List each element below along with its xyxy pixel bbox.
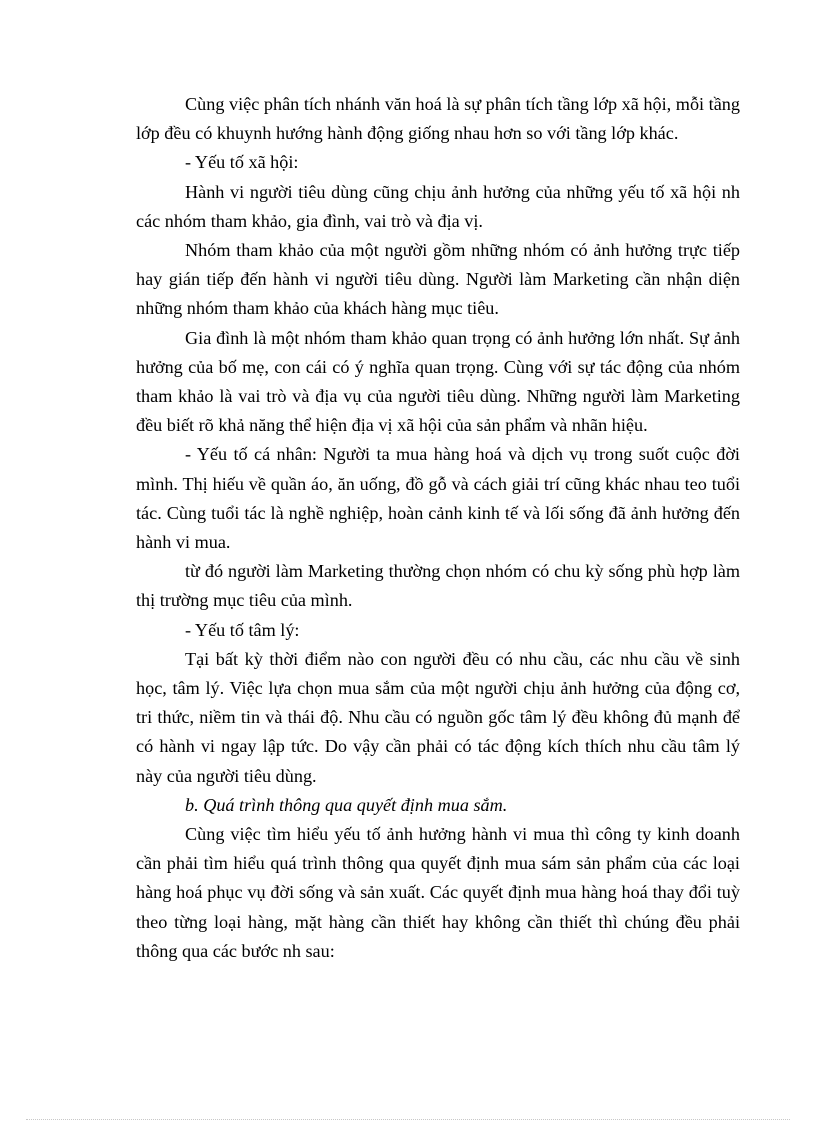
- paragraph-needs: Tại bất kỳ thời điểm nào con người đều có nhu cầu, các nhu cầu về sinh học, tâm lý. Việc lựa chọn mua sắm của một người chịu ảnh hưởng của động cơ, tri thức, niềm tin và thái độ. Nhu cầu có nguồn gốc tâm lý đều không đủ mạnh để có hành vi ngay lập tức. Do vậy cần phải có tác động kích thích nhu cầu tâm lý này của người tiêu dùng.: [136, 648, 740, 786]
- document-body: [136, 90, 740, 966]
- paragraph-family: Gia đình là một nhóm tham khảo quan trọng có ảnh hưởng lớn nhất. Sự ảnh hưởng của bố mẹ, con cái có ý nghĩa quan trọng. Cùng với sự tác động của nhóm tham khảo là vai trò và địa vụ của người tiêu dùng. Những người làm Marketing đều biết rõ khả năng thể hiện địa vị xã hội của sản phẩm và nhãn hiệu.: [136, 327, 740, 436]
- paragraph-personal-factor: - Yếu tố cá nhân: Người ta mua hàng hoá và dịch vụ trong suốt cuộc đời mình. Thị hiếu về quần áo, ăn uống, đồ gỗ và cách giải trí cũng khác nhau teo tuổi tác. Cùng tuổi tác là nghề nghiệp, hoàn cảnh kinh tế và lối sống đã ảnh hưởng đến hành vi mua.: [136, 444, 740, 553]
- paragraph-life-cycle: từ đó người làm Marketing thường chọn nhóm có chu kỳ sống phù hợp làm thị trường mục tiêu của mình.: [136, 561, 740, 611]
- section-heading-b: b. Quá trình thông qua quyết định mua sắm.: [185, 794, 508, 815]
- heading-social-factor: - Yếu tố xã hội:: [185, 152, 299, 173]
- paragraph-reference-groups: Nhóm tham khảo của một người gồm những nhóm có ảnh hưởng trực tiếp hay gián tiếp đến hành vi người tiêu dùng. Người làm Marketing cần nhận diện những nhóm tham khảo của khách hàng mục tiêu.: [136, 240, 740, 319]
- page-bottom-divider: [26, 1119, 790, 1120]
- paragraph-social-class: Cùng việc phân tích nhánh văn hoá là sự phân tích tầng lớp xã hội, mỗi tầng lớp đều có khuynh hướng hành động giống nhau hơn so với tầng lớp khác.: [136, 94, 740, 144]
- paragraph-social-influence: Hành vi người tiêu dùng cũng chịu ảnh hưởng của những yếu tố xã hội nh các nhóm tham khảo, gia đình, vai trò và địa vị.: [136, 181, 740, 231]
- heading-psychological-factor: - Yếu tố tâm lý:: [185, 619, 300, 640]
- paragraph-decision-process: Cùng việc tìm hiểu yếu tố ảnh hưởng hành vi mua thì công ty kinh doanh cần phải tìm hiểu quá trình thông qua quyết định mua sám sản phẩm của các loại hàng hoá phục vụ đời sống và sản xuất. Các quyết định mua hàng hoá thay đổi tuỳ theo từng loại hàng, mặt hàng cần thiết hay không cần thiết thì chúng đều phải thông qua các bước nh sau:: [136, 824, 740, 961]
